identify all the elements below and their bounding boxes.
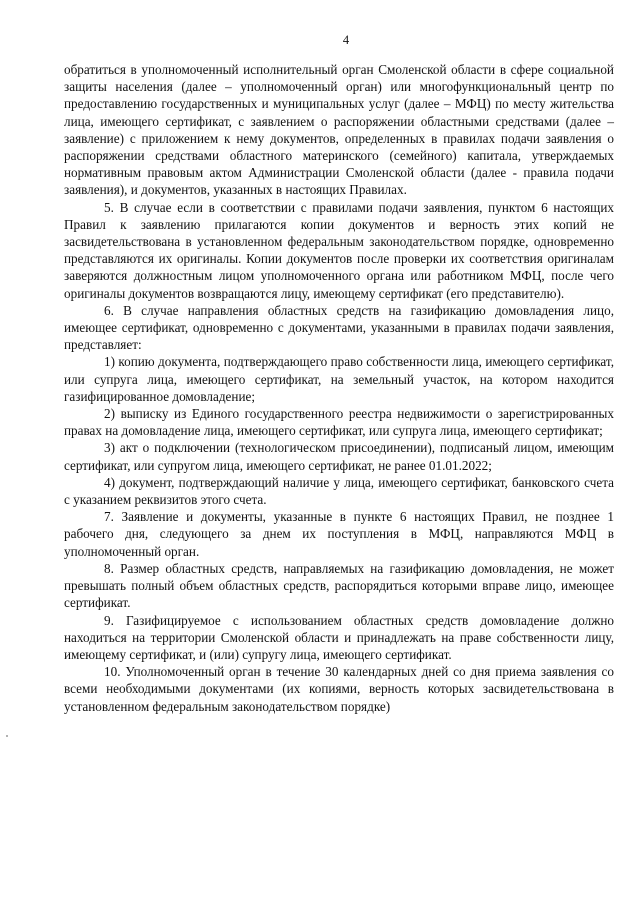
paragraph-item-7: 7. Заявление и документы, указанные в пункте 6 настоящих Правил, не позднее 1 рабочего дня, следующего за днем их поступления в МФЦ, направляются МФЦ в уполномоченный орган.: [64, 509, 614, 559]
paragraph-subitem-4: 4) документ, подтверждающий наличие у лица, имеющего сертификат, банковского счета с указанием реквизитов этого счета.: [64, 474, 614, 508]
paragraph-item-8: 8. Размер областных средств, направляемых на газификацию домовладения, не может превышать полный объем областных средств, распорядиться которыми вправе лицо, имеющее сертификат.: [64, 560, 614, 611]
paragraph-subitem-1: 1) копию документа, подтверждающего право собственности лица, имеющего сертификат, или супруга лица, имеющего сертификат, на земельный участок, на котором находится газифицированное домовладение;: [64, 354, 614, 404]
paragraph-item-6: 6. В случае направления областных средств на газификацию домовладения лицо, имеющее сертификат, одновременно с документами, указанными в правилах подачи заявления, представляет:: [64, 302, 614, 353]
scan-speck: [6, 735, 8, 737]
paragraph-continuation: обратиться в уполномоченный исполнительный орган Смоленской области в сфере социальной защиты населения (далее – уполномоченный орган) или многофункциональный центр по предоставлению государственных и муниципальных услуг (далее – МФЦ) по месту жительства лица, имеющего сертификат, с заявлением о распоряжении областными средствами (далее – заявление) с приложением к нему документов, определенных в правилах подачи заявления о распоряжении средствами областного материнского (семейного) капитала, утверждаемых нормативным правовым актом Администрации Смоленской области (далее - правила подачи заявления), и документов, указанных в настоящих Правилах.: [64, 62, 614, 198]
document-body: [64, 61, 614, 715]
paragraph-subitem-3: 3) акт о подключении (технологическом присоединении), подписаный лицом, имеющим сертификат, или супругом лица, имеющего сертификат, не ранее 01.01.2022;: [64, 440, 614, 473]
page-number: 4: [342, 33, 350, 47]
paragraph-subitem-2: 2) выписку из Единого государственного реестра недвижимости о зарегистрированных правах на домовладение лица, имеющего сертификат, или супруга лица, имеющего сертификат;: [64, 406, 614, 439]
paragraph-item-5: 5. В случае если в соответствии с правилами подачи заявления, пунктом 6 настоящих Правил к заявлению прилагаются копии документов и верность этих копий не засвидетельствована в установленном федеральным законодательством порядке, одновременно представляются их оригиналы. Копии документов после проверки их соответствия оригиналам заверяются должностным лицом уполномоченного органа или работником МФЦ, после чего оригиналы документов возвращаются лицу, имеющему сертификат (его представителю).: [64, 199, 614, 301]
paragraph-item-10: 10. Уполномоченный орган в течение 30 календарных дней со дня приема заявления со всеми необходимыми документами (их копиями, верность которых засвидетельствована в установленном федеральным законодательством порядке): [64, 664, 614, 714]
paragraph-item-9: 9. Газифицируемое с использованием областных средств домовладение должно находиться на территории Смоленской области и принадлежать на праве собственности лицу, имеющему сертификат, и (или) супругу лица, имеющего сертификат.: [64, 612, 614, 662]
